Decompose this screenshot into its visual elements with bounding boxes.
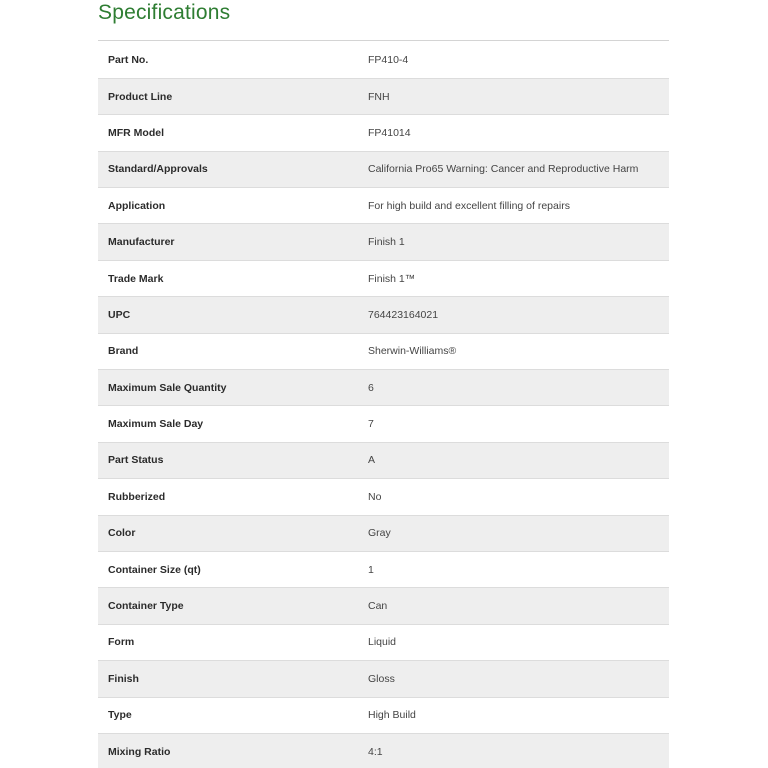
- page-title: Specifications: [98, 1, 231, 24]
- table-row: [98, 479, 669, 515]
- spec-label: Form: [98, 624, 360, 660]
- spec-value: A: [360, 442, 669, 478]
- spec-value: Liquid: [360, 624, 669, 660]
- spec-label: Standard/Approvals: [98, 151, 360, 187]
- spec-label: UPC: [98, 297, 360, 333]
- table-row: [98, 406, 669, 442]
- spec-value: Sherwin-Williams®: [360, 333, 669, 369]
- spec-label: Color: [98, 515, 360, 551]
- table-row: [98, 588, 669, 624]
- spec-value: FNH: [360, 78, 669, 114]
- table-row: [98, 297, 669, 333]
- spec-label: Container Size (qt): [98, 551, 360, 587]
- spec-value: Can: [360, 588, 669, 624]
- table-row: [98, 260, 669, 296]
- spec-label: Part No.: [98, 42, 360, 78]
- table-row: [98, 188, 669, 224]
- spec-value: Finish 1: [360, 224, 669, 260]
- table-row: [98, 151, 669, 187]
- spec-value: 1: [360, 551, 669, 587]
- table-row: [98, 370, 669, 406]
- table-row: [98, 78, 669, 114]
- table-row: [98, 661, 669, 697]
- spec-value: Gray: [360, 515, 669, 551]
- spec-value: 7: [360, 406, 669, 442]
- spec-value: Gloss: [360, 661, 669, 697]
- spec-value: 4:1: [360, 733, 669, 768]
- table-row: [98, 624, 669, 660]
- table-row: [98, 551, 669, 587]
- spec-value: FP410-4: [360, 42, 669, 78]
- spec-value: FP41014: [360, 115, 669, 151]
- table-row: [98, 515, 669, 551]
- table-row: [98, 42, 669, 78]
- spec-label: Type: [98, 697, 360, 733]
- title-divider: [98, 40, 669, 41]
- spec-label: Rubberized: [98, 479, 360, 515]
- table-row: [98, 333, 669, 369]
- spec-label: Finish: [98, 661, 360, 697]
- spec-value: 6: [360, 370, 669, 406]
- specifications-table: [98, 42, 669, 768]
- spec-label: Trade Mark: [98, 260, 360, 296]
- spec-value: For high build and excellent filling of repairs: [360, 188, 669, 224]
- spec-label: Application: [98, 188, 360, 224]
- spec-label: Mixing Ratio: [98, 733, 360, 768]
- table-row: [98, 442, 669, 478]
- spec-label: MFR Model: [98, 115, 360, 151]
- spec-label: Container Type: [98, 588, 360, 624]
- spec-label: Maximum Sale Day: [98, 406, 360, 442]
- spec-label: Maximum Sale Quantity: [98, 370, 360, 406]
- spec-value: High Build: [360, 697, 669, 733]
- table-row: [98, 224, 669, 260]
- table-row: [98, 733, 669, 768]
- spec-value: California Pro65 Warning: Cancer and Reproductive Harm: [360, 151, 669, 187]
- table-row: [98, 697, 669, 733]
- spec-label: Manufacturer: [98, 224, 360, 260]
- spec-value: 764423164021: [360, 297, 669, 333]
- spec-value: Finish 1™: [360, 260, 669, 296]
- spec-value: No: [360, 479, 669, 515]
- table-row: [98, 115, 669, 151]
- spec-label: Part Status: [98, 442, 360, 478]
- spec-label: Product Line: [98, 78, 360, 114]
- spec-label: Brand: [98, 333, 360, 369]
